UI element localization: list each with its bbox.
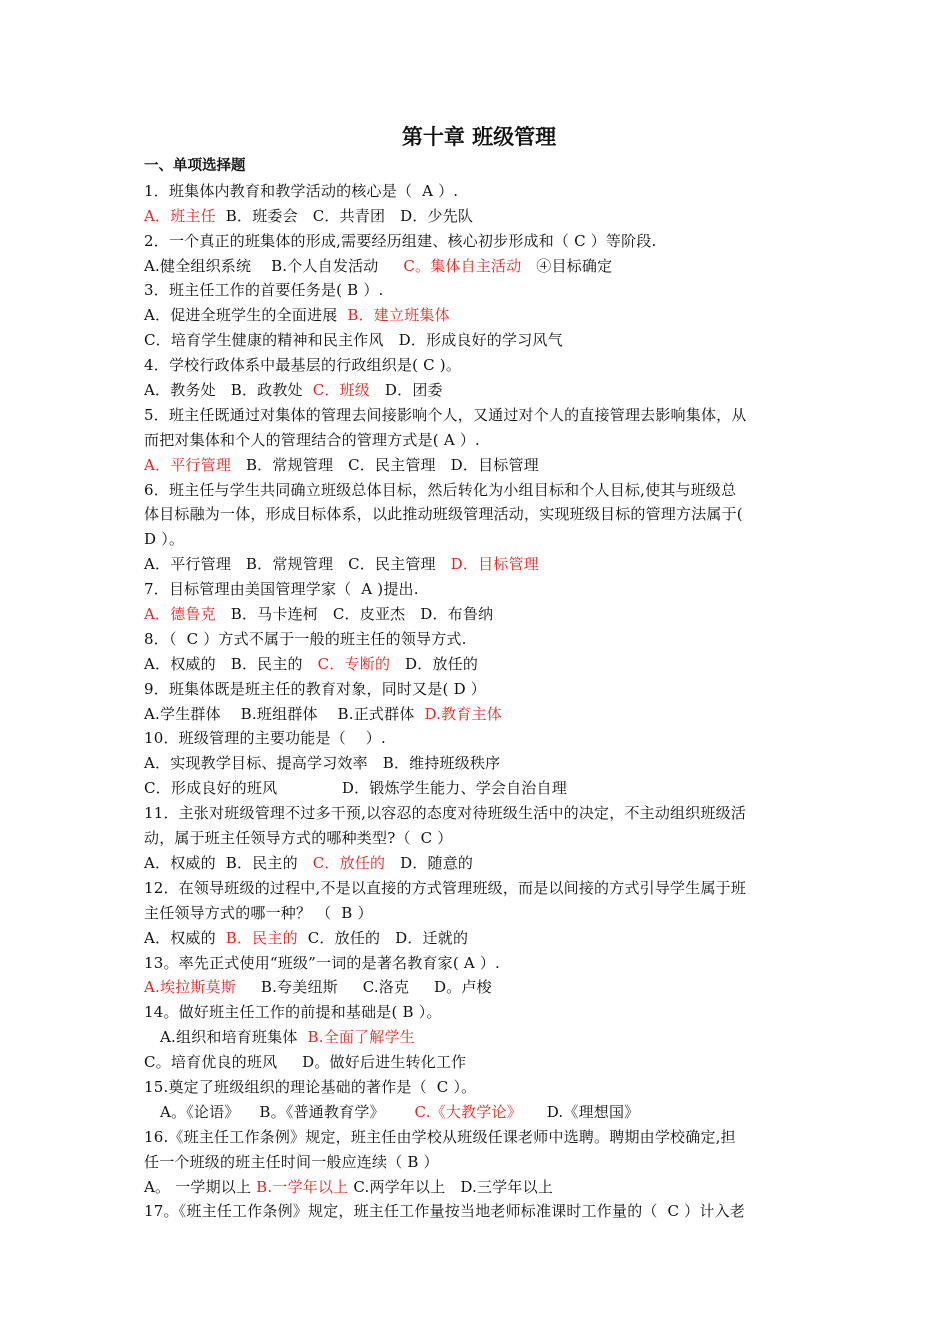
line-text: B．班委会 C．共青团 D．少先队 [215,206,474,225]
line-text: ④目标确定 [521,256,613,275]
line-text: 体目标融为一体，形成目标体系，以此推动班级管理活动，实现班级目标的管理方法属于( [144,505,743,524]
text-line [144,453,814,478]
text-line [144,1150,814,1175]
line-text: 5．班主任既通过对集体的管理去间接影响个人，又通过对个人的直接管理去影响集体，从 [144,405,747,424]
text-line [144,801,814,826]
text-line [144,303,814,328]
line-text: A．平行管理 B．常规管理 C．民主管理 [144,555,451,574]
text-line [144,975,814,1000]
answer-text: B.一学年以上 [256,1177,349,1196]
line-text: C.两学年以上 D.三学年以上 [348,1177,554,1196]
text-line [144,726,814,751]
answer-text: A．班主任 [144,206,216,225]
text-line [144,627,814,652]
text-line [144,1050,814,1075]
line-text: 1．班集体内教育和教学活动的核心是（ A ）. [144,181,459,200]
text-line [144,926,814,951]
line-text: C．放任的 D．迁就的 [297,928,469,947]
line-text: 4．学校行政体系中最基层的行政组织是( C )。 [144,356,462,375]
text-line [144,826,814,851]
line-text: C．形成良好的班风 D．锻炼学生能力、学会自治自理 [144,779,567,798]
text-line [144,403,814,428]
answer-text: C。集体自主活动 [403,256,522,275]
text-line [144,378,814,403]
chapter-title: 第十章 班级管理 [401,125,557,149]
line-text: A.学生群体 B.班组群体 B.正式群体 [144,704,425,723]
line-text: 11．主张对班级管理不过多干预,以容忍的态度对待班级生活中的决定，不主动组织班级活 [144,804,747,823]
line-text: 10．班级管理的主要功能是（ ）. [144,729,386,748]
text-line [144,1125,814,1150]
text-line [144,229,814,254]
answer-text: D.教育主体 [424,704,502,723]
line-text: 9．班集体既是班主任的教育对象，同时又是( D ） [144,679,486,698]
line-text: 12．在领导班级的过程中,不是以直接的方式管理班级，而是以间接的方式引导学生属于班 [144,878,747,897]
text-line [144,502,814,527]
text-line [144,328,814,353]
line-text: 17。《班主任工作条例》规定，班主任工作量按当地老师标准课时工作量的（ C ）计入老 [144,1202,745,1221]
answer-text: C．专断的 [317,654,391,673]
text-line [144,552,814,577]
line-text: 3．班主任工作的首要任务是( B ）. [144,281,384,300]
text-line [144,278,814,303]
text-line [144,1000,814,1025]
answer-text: D．目标管理 [450,555,539,574]
text-line [144,527,814,552]
line-text: A．权威的 B．民主的 [144,853,313,872]
answer-text: B.全面了解学生 [307,1028,415,1047]
text-line [144,677,814,702]
line-text: C．培育学生健康的精神和民主作风 D．形成良好的学习风气 [144,331,563,350]
line-text: A．促进全班学生的全面进展 [144,306,348,325]
document-page [144,120,814,1224]
question-list [144,179,814,1224]
line-text: 8．（ C ）方式不属于一般的班主任的领导方式. [144,629,467,648]
answer-text: A．平行管理 [144,455,232,474]
text-line [144,776,814,801]
text-line [144,702,814,727]
line-text: 13。率先正式使用“班级”一词的是著名教育家( A ）. [144,953,501,972]
text-line [144,1075,814,1100]
text-line [144,1175,814,1200]
line-text: A.组织和培育班集体 [160,1028,308,1047]
answer-text: C．放任的 [312,853,386,872]
text-line [144,428,814,453]
text-line [144,751,814,776]
line-text: D．团委 [369,381,443,400]
answer-text: C.《大教学论》 [414,1102,522,1121]
text-line [144,478,814,503]
line-text: 7．目标管理由美国管理学家（ A )提出. [144,580,419,599]
line-text: A．权威的 B．民主的 [144,654,318,673]
line-text: B.夸美纽斯 C.洛克 D。卢梭 [236,978,492,997]
line-text: C。培育优良的班风 D。做好后进生转化工作 [144,1053,467,1072]
line-text: A。 一学期以上 [144,1177,257,1196]
line-text: 2．一个真正的班集体的形成,需要经历组建、核心初步形成和（ C ）等阶段. [144,231,657,250]
text-line [144,1100,814,1125]
text-line [144,876,814,901]
text-line [144,1025,814,1050]
line-text: D．随意的 [385,853,474,872]
line-text: 主任领导方式的哪一种？ （ B ） [144,903,373,922]
text-line [144,951,814,976]
line-text: 任一个班级的班主任时间一般应连续（ B ） [144,1152,439,1171]
line-text: 而把对集体和个人的管理结合的管理方式是( A ）. [144,430,480,449]
line-text: A。《论语》 B。《普通教育学》 [160,1102,415,1121]
text-line [144,1199,814,1224]
text-line [144,179,814,204]
text-line [144,602,814,627]
line-text: A.健全组织系统 B.个人自发活动 [144,256,404,275]
text-line [144,204,814,229]
line-text: 16.《班主任工作条例》规定，班主任由学校从班级任课老师中选聘。聘期由学校确定,担 [144,1127,736,1146]
section-heading: 一、单项选择题 [144,158,246,174]
line-text: A．实现教学目标、提高学习效率 B．维持班级秩序 [144,754,501,773]
text-line [144,254,814,279]
answer-text: C．班级 [312,381,370,400]
answer-text: B．民主的 [225,928,298,947]
line-text: D ）。 [144,530,185,549]
text-line [144,851,814,876]
answer-text: A．德鲁克 [144,605,216,624]
line-text: 动，属于班主任领导方式的哪种类型?（ C ） [144,829,453,848]
line-text: B．马卡连柯 C．皮亚杰 D．布鲁纳 [215,605,494,624]
line-text: D.《理想国》 [521,1102,640,1121]
line-text: A．权威的 [144,928,226,947]
text-line [144,577,814,602]
line-text: 6．班主任与学生共同确立班级总体目标，然后转化为小组目标和个人目标,使其与班级总 [144,480,737,499]
line-text: 14。做好班主任工作的前提和基础是( B ）。 [144,1003,442,1022]
answer-text: A.埃拉斯莫斯 [144,978,237,997]
answer-text: B．建立班集体 [347,306,450,325]
text-line [144,652,814,677]
line-text: A．教务处 B．政教处 [144,381,313,400]
line-text: 15.奠定了班级组织的理论基础的著作是（ C ）。 [144,1077,477,1096]
text-line [144,353,814,378]
line-text: D．放任的 [390,654,479,673]
line-text: B．常规管理 C．民主管理 D．目标管理 [231,455,539,474]
text-line [144,901,814,926]
